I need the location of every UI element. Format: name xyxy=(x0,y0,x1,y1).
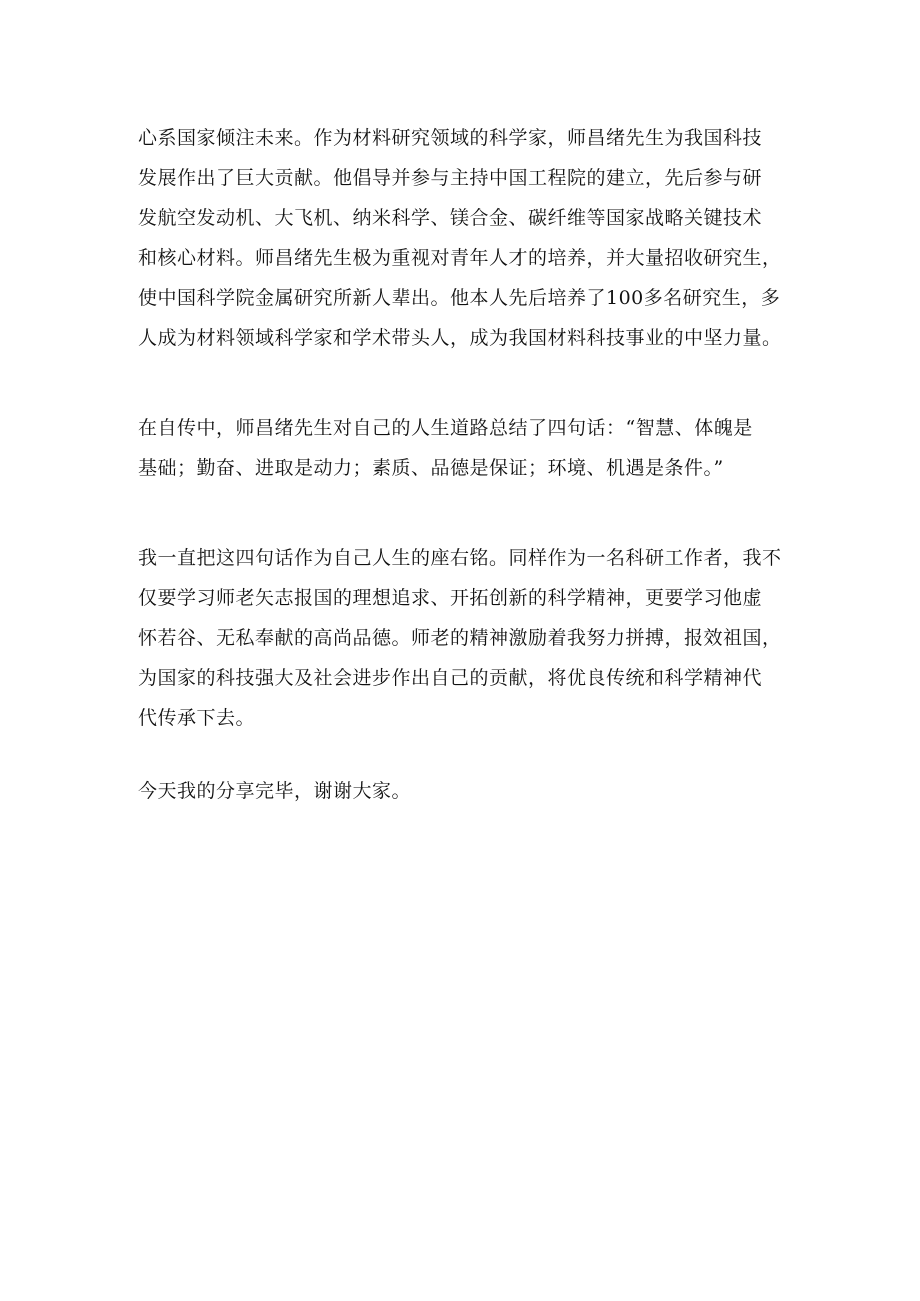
paragraph-gap xyxy=(138,488,798,538)
text-line: 怀若谷、无私奉献的高尚品德。师老的精神激励着我努力拼搏，报效祖国， xyxy=(138,627,782,649)
paragraph-motto xyxy=(138,538,798,738)
paragraph-gap xyxy=(138,738,798,771)
text-line: 发展作出了巨大贡献。他倡导并参与主持中国工程院的建立，先后参与研 xyxy=(138,167,763,189)
paragraph-contribution xyxy=(138,118,798,358)
text-line: 今天我的分享完毕，谢谢大家。 xyxy=(138,780,412,802)
text-line: 和核心材料。师昌绪先生极为重视对青年人才的培养，并大量招收研究生， xyxy=(138,247,782,269)
text-line: 使中国科学院金属研究所新人辈出。他本人先后培养了100多名研究生，多 xyxy=(138,287,781,309)
text-line: 人成为材料领域科学家和学术带头人，成为我国材料科技事业的中坚力量。 xyxy=(138,327,782,349)
paragraph-gap xyxy=(138,358,798,408)
paragraph-closing xyxy=(138,771,798,811)
text-line: 代传承下去。 xyxy=(138,707,256,729)
text-line: 为国家的科技强大及社会进步作出自己的贡献，将优良传统和科学精神代 xyxy=(138,667,763,689)
text-line: 心系国家倾注未来。作为材料研究领域的科学家，师昌绪先生为我国科技 xyxy=(138,127,763,149)
text-line: 发航空发动机、大飞机、纳米科学、镁合金、碳纤维等国家战略关键技术 xyxy=(138,207,763,229)
text-line: 仅要学习师老矢志报国的理想追求、开拓创新的科学精神，更要学习他虚 xyxy=(138,587,763,609)
paragraph-autobiography xyxy=(138,408,798,488)
text-line: 在自传中，师昌绪先生对自己的人生道路总结了四句话：“智慧、体魄是 xyxy=(138,417,753,439)
text-line: 我一直把这四句话作为自己人生的座右铭。同样作为一名科研工作者，我不 xyxy=(138,547,782,569)
text-line: 基础；勤奋、进取是动力；素质、品德是保证；环境、机遇是条件。” xyxy=(138,457,724,479)
document-body xyxy=(138,118,798,811)
